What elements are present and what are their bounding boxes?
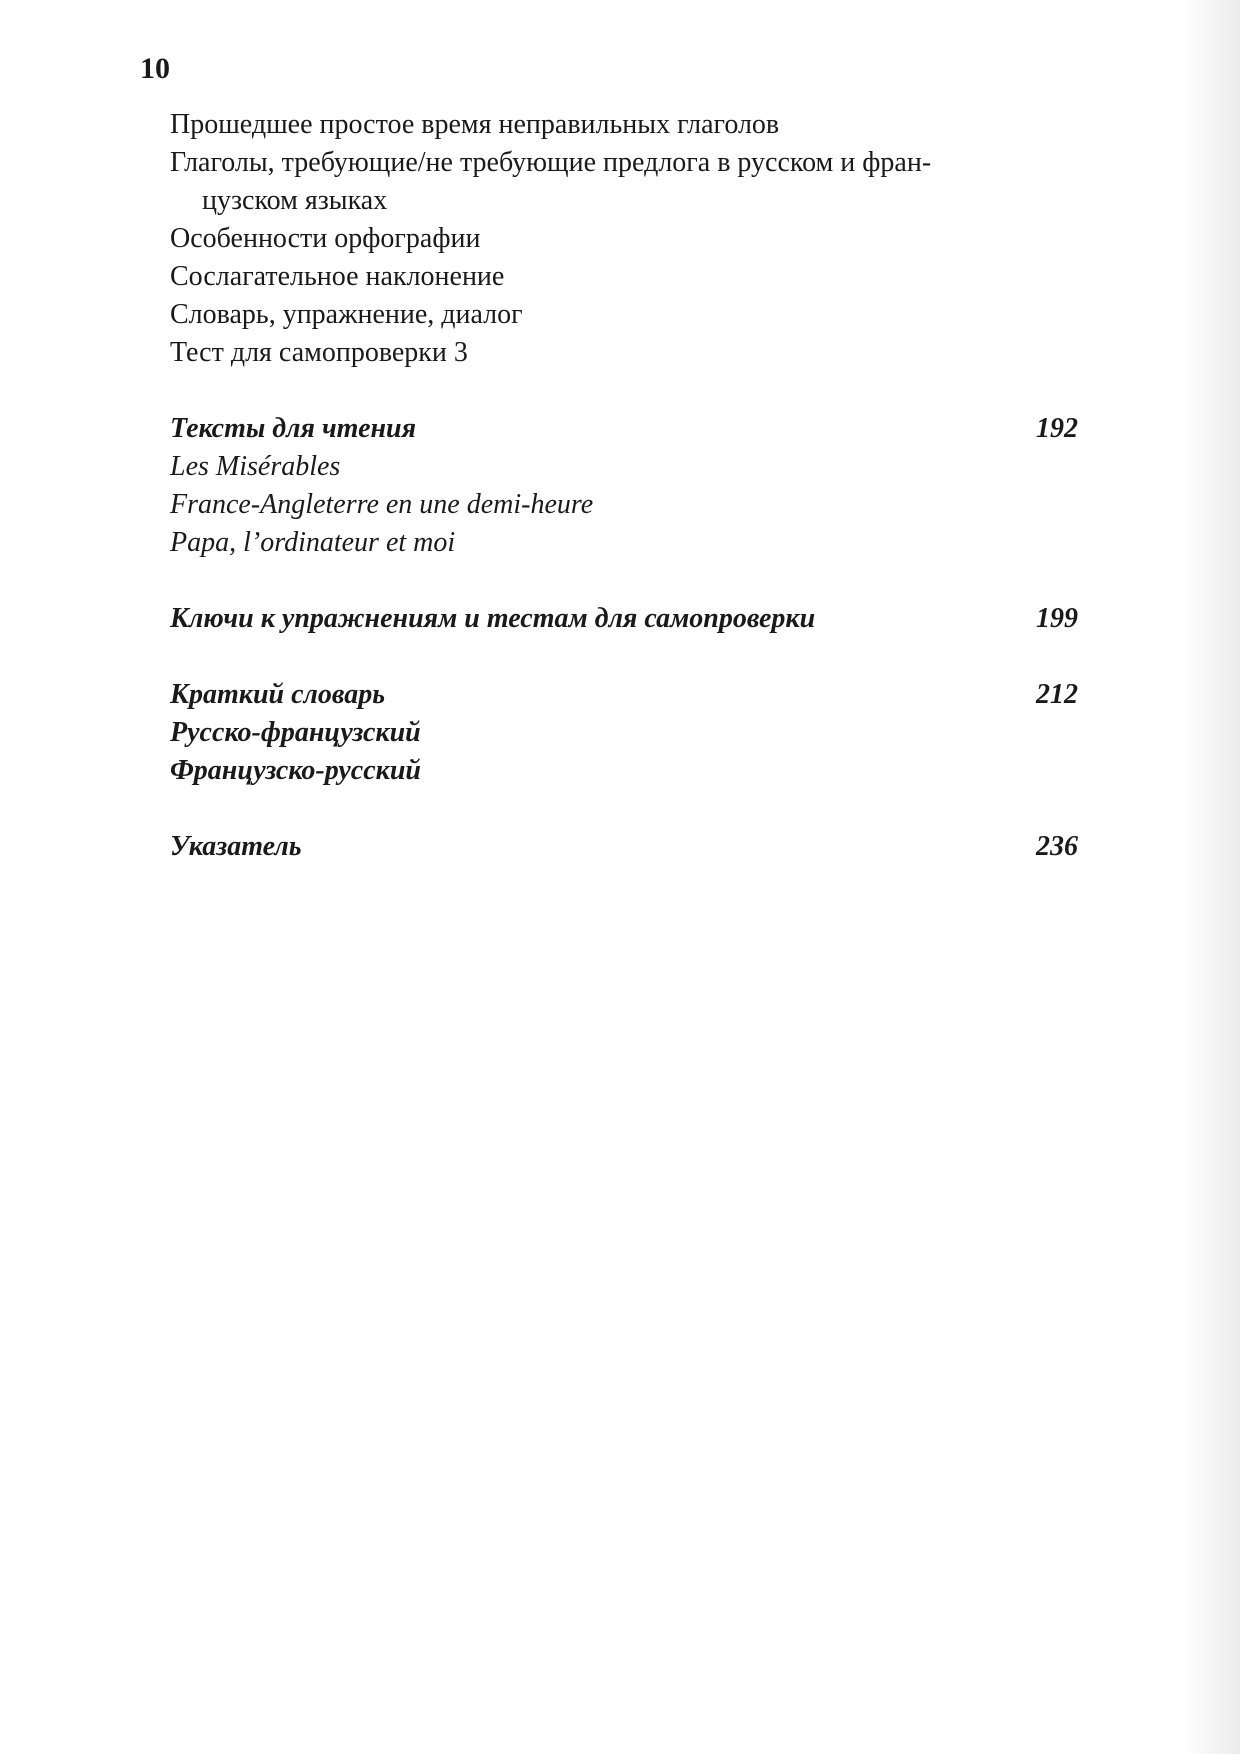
section-item: Русско-французский: [170, 717, 421, 748]
toc-line: Сослагательное наклонение: [170, 261, 505, 292]
section-spacer: [170, 790, 1082, 828]
section-item: France-Angleterre en une demi-heure: [170, 489, 594, 520]
section-page-number: 199: [1036, 603, 1078, 634]
section-spacer: [170, 562, 1082, 600]
toc-line: Глаголы, требующие/не требующие предлога в русском и фран-: [170, 147, 932, 178]
toc-line: Особенности орфографии: [170, 223, 481, 254]
section-spacer: [170, 372, 1082, 410]
section-item: Французско-русский: [170, 755, 422, 786]
toc-line-continuation: цузском языках: [202, 185, 388, 216]
section-item: Les Misérables: [170, 451, 341, 482]
section-title: Краткий словарь: [170, 679, 386, 710]
section-page-number: 192: [1036, 413, 1078, 444]
page-edge-shadow: [1184, 0, 1240, 1754]
section-item: Papa, l’ordinateur et moi: [170, 527, 456, 558]
section-page-number: 236: [1036, 831, 1078, 862]
section-page-number: 212: [1036, 679, 1078, 710]
toc-line: Прошедшее простое время неправильных глаголов: [170, 109, 780, 140]
toc-line: Тест для самопроверки 3: [170, 337, 468, 368]
table-of-contents: [170, 106, 1082, 866]
toc-section-reading-texts: [170, 410, 1082, 448]
toc-section-answer-keys: [170, 600, 1082, 638]
section-spacer: [170, 638, 1082, 676]
toc-line: Словарь, упражнение, диалог: [170, 299, 523, 330]
section-title: Тексты для чтения: [170, 413, 417, 444]
toc-section-index: [170, 828, 1082, 866]
toc-section-dictionary: [170, 676, 1082, 714]
page-number: 10: [140, 52, 170, 85]
section-title: Ключи к упражнениям и тестам для самопроверки: [170, 603, 816, 634]
section-title: Указатель: [170, 831, 302, 862]
